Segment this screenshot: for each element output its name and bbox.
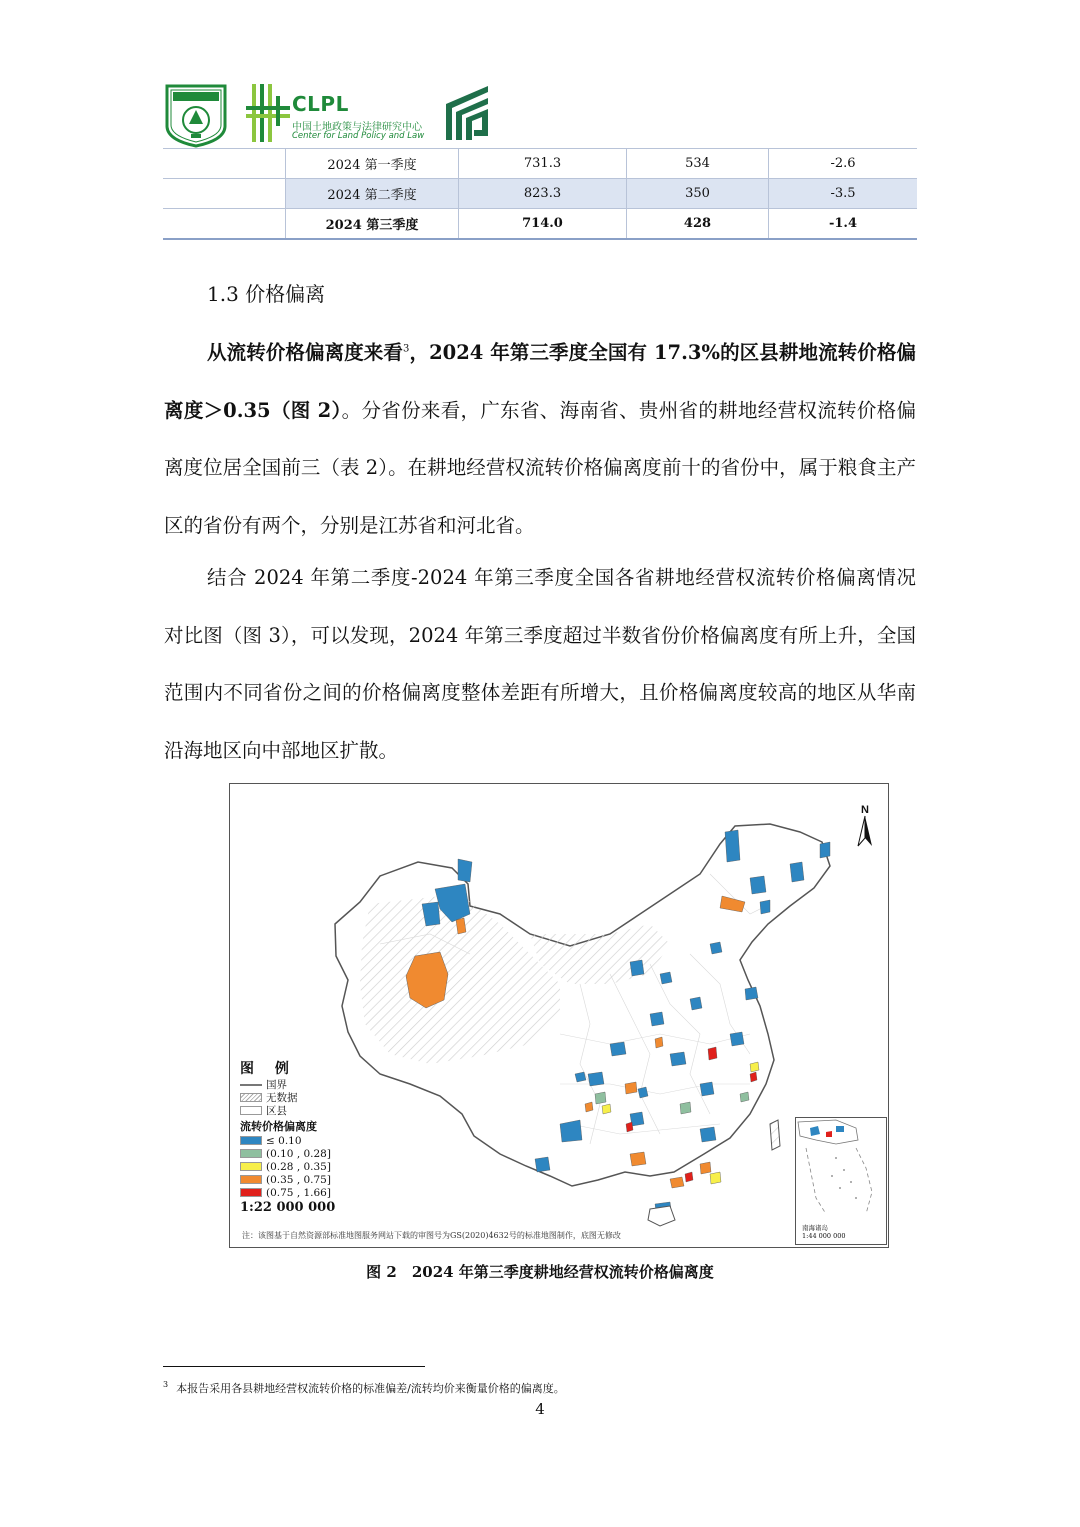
- para1-rest: 。分省份来看，广东省、海南省、贵州省的耕地经营权流转价格偏离度位居全国前三（表 2）。在耕地经营权流转价格偏离度前十的省份中，属于粮食主产区的省份有两个，分别是江苏省和河北省。: [164, 398, 916, 537]
- legend-class: [240, 1160, 335, 1173]
- legend-item-label: 无数据: [266, 1091, 298, 1104]
- china-map-figure: [229, 783, 889, 1248]
- table-cell: [163, 209, 286, 240]
- color-swatch: [240, 1188, 262, 1197]
- legend-item-label: 国界: [266, 1078, 287, 1091]
- institute-logo: [444, 84, 492, 142]
- border-line-icon: [240, 1084, 262, 1086]
- legend-subtitle: 流转价格偏离度: [240, 1120, 317, 1133]
- footnote-divider: [163, 1366, 425, 1367]
- legend-class-label: (0.75 , 1.66]: [266, 1186, 331, 1199]
- legend-class-label: (0.35 , 0.75]: [266, 1173, 331, 1186]
- hatch-swatch-icon: [240, 1093, 262, 1102]
- north-arrow-icon: [850, 802, 880, 848]
- legend-item: [240, 1091, 335, 1104]
- table-cell: [163, 149, 286, 179]
- inset-label: [802, 1224, 846, 1240]
- color-swatch: [240, 1136, 262, 1145]
- footnote-text: 本报告采用各县耕地经营权流转价格的标准偏差/流转均价来衡量价格的偏离度。: [176, 1382, 565, 1395]
- hainan-island: [648, 1206, 675, 1226]
- legend-item-label: 区县: [266, 1104, 287, 1117]
- legend-class: [240, 1186, 335, 1199]
- table-cell: 534: [627, 149, 769, 179]
- color-swatch: [240, 1162, 262, 1171]
- clpl-logo-name: CLPL: [292, 92, 349, 116]
- table-cell: 428: [627, 209, 769, 240]
- clpl-logo-en: Center for Land Policy and Law: [292, 131, 425, 141]
- taiwan-island: [770, 1120, 780, 1150]
- legend-class-label: ≤ 0.10: [266, 1134, 302, 1147]
- county-swatch-icon: [240, 1106, 262, 1115]
- table-cell: 350: [627, 179, 769, 209]
- inset-map: [796, 1118, 886, 1222]
- table-cell: 2024 第三季度: [286, 209, 459, 240]
- footnote: [163, 1380, 565, 1396]
- para1-lead: 从流转价格偏离度来看: [207, 341, 404, 364]
- table-row: [163, 149, 917, 179]
- inset-label-name: 南海诸岛: [802, 1224, 828, 1232]
- section-heading: 1.3 价格偏离: [207, 282, 326, 306]
- north-label: N: [861, 804, 869, 816]
- footnote-ref[interactable]: 3: [403, 343, 410, 355]
- south-china-sea-inset: [795, 1117, 887, 1245]
- legend-class: [240, 1147, 335, 1160]
- page-number: 4: [535, 1400, 545, 1418]
- table-cell: -2.6: [769, 149, 918, 179]
- table-cell: 731.3: [459, 149, 627, 179]
- map-legend: [240, 1062, 335, 1215]
- legend-class-label: (0.28 , 0.35]: [266, 1160, 331, 1173]
- table-cell: 2024 第二季度: [286, 179, 459, 209]
- footnote-mark: 3: [163, 1380, 169, 1390]
- legend-class-label: (0.10 , 0.28]: [266, 1147, 331, 1160]
- map-note: 注：该图基于自然资源部标准地图服务网站下载的审图号为GS(2020)4632号的标准地图制作，底图无修改: [242, 1231, 621, 1240]
- legend-class: [240, 1173, 335, 1186]
- legend-class: [240, 1134, 335, 1147]
- figure-caption: 图 2 2024 年第三季度耕地经营权流转价格偏离度: [366, 1263, 714, 1281]
- table-cell: -1.4: [769, 209, 918, 240]
- color-swatch: [240, 1175, 262, 1184]
- table-row: [163, 209, 917, 240]
- para1-bold: ，2024 年第三季度全国有 17.3%的区县耕地流转价格偏离度＞0.35（图 2）: [164, 341, 916, 422]
- paragraph-2: 结合 2024 年第二季度-2024 年第三季度全国各省耕地经营权流转价格偏离情况对比图（图 3），可以发现，2024 年第三季度超过半数省份价格偏离度有所上升，全国范围内不同省份之间的价格偏离度整体差距有所增大，且价格偏离度较高的地区从华南沿海地区向中部地区扩散。: [164, 566, 916, 762]
- legend-item: [240, 1078, 335, 1091]
- university-logo: [163, 82, 229, 148]
- table-row: [163, 179, 917, 209]
- paragraph-1: [164, 324, 916, 554]
- clpl-logo: [246, 80, 436, 146]
- table-cell: 2024 第一季度: [286, 149, 459, 179]
- color-swatch: [240, 1149, 262, 1158]
- legend-item: [240, 1104, 335, 1117]
- legend-title: 图 例: [240, 1061, 297, 1077]
- table-cell: 714.0: [459, 209, 627, 240]
- clpl-logo-cn: 中国土地政策与法律研究中心: [292, 122, 422, 133]
- table-cell: -3.5: [769, 179, 918, 209]
- table-cell: 823.3: [459, 179, 627, 209]
- map-scale: 1:22 000 000: [240, 1200, 336, 1215]
- inset-label-scale: 1:44 000 000: [802, 1232, 846, 1240]
- table-cell: [163, 179, 286, 209]
- data-table: [163, 148, 917, 240]
